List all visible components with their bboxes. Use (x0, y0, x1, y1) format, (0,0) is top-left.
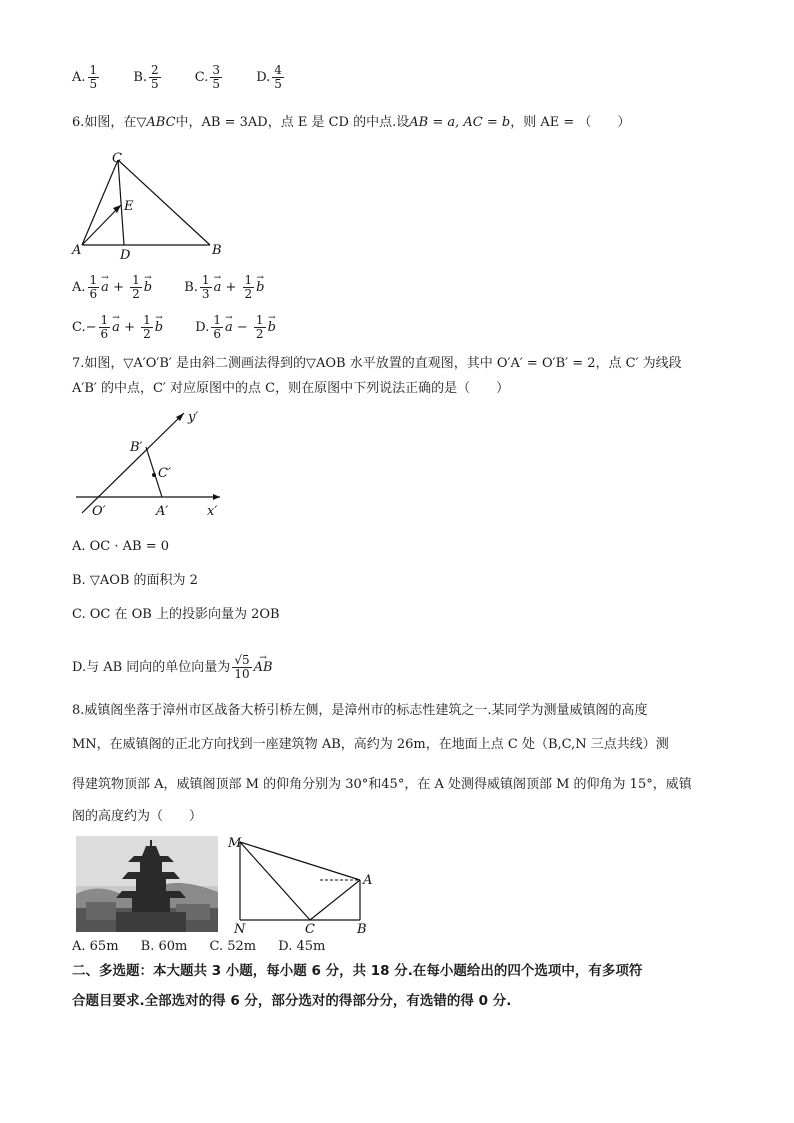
q6-option-d[interactable]: D. $\frac{1}{6}$ → a − $\frac{1}{2}$ → b (195, 314, 276, 341)
label-a: A (72, 243, 82, 258)
edge-ac (82, 160, 118, 245)
q7-oblique-figure (70, 405, 240, 523)
vector-ae (82, 205, 121, 245)
label-a: A (363, 873, 373, 888)
section2-heading-line1: 二、多选题：本大题共 3 小题，每小题 6 分，共 18 分.在每小题给出的四个选项中，有多项符 (72, 963, 643, 979)
label-y-prime: y′ (188, 410, 199, 425)
q6-options-row2 (72, 314, 304, 341)
label-c: C (112, 151, 122, 166)
section2-heading-line2: 合题目要求.全部选对的得 6 分，部分选对的得部分分，有选错的得 0 分. (72, 993, 512, 1009)
label-o-prime: O′ (92, 504, 106, 519)
label-b-prime: B′ (130, 440, 143, 455)
segment-ca (310, 880, 360, 920)
q8-option-a[interactable]: A. 65m (72, 939, 119, 954)
q8-stem-line2: MN，在威镇阁的正北方向找到一座建筑物 AB，高约为 26m，在地面上点 C 处（B,C,N 三点共线）测 (72, 737, 669, 752)
q7-stem-line1: 7.如图，▽A′O′B′ 是由斜二测画法得到的▽AOB 水平放置的直观图，其中 O′A′ = O′B′ = 2，点 C′ 为线段 (72, 356, 682, 371)
label-m: M (228, 836, 242, 851)
q7-stem-line2: A′B′ 的中点，C′ 对应原图中的点 C，则在原图中下列说法正确的是（ ） (72, 381, 510, 396)
q8-option-b[interactable]: B. 60m (140, 939, 188, 954)
label-d: D (120, 248, 131, 262)
label-b: B (357, 922, 367, 934)
label-c: C (305, 922, 315, 934)
label-n: N (234, 922, 246, 934)
q6-option-a[interactable]: A. $\frac{1}{6}$ → a + $\frac{1}{2}$ → b (72, 274, 152, 301)
q7-option-c[interactable]: C. OC 在 OB 上的投影向量为 2OB (72, 607, 280, 622)
q8-option-c[interactable]: C. 52m (209, 939, 257, 954)
q6-options-row1 (72, 274, 292, 301)
x-axis-arrowhead (213, 494, 220, 500)
q8-option-d[interactable]: D. 45m (278, 939, 326, 954)
q6-triangle-figure (70, 150, 230, 262)
q6-option-b[interactable]: B. $\frac{1}{3}$ → a + $\frac{1}{2}$ → b (184, 274, 264, 301)
label-c-prime: C′ (158, 466, 171, 481)
q5-options (72, 64, 314, 91)
q7-option-d[interactable]: D.与 AB 同向的单位向量为 $\frac{√5}{10}$ → AB (72, 654, 273, 681)
pagoda-photo (76, 836, 218, 932)
y-axis (82, 413, 184, 513)
label-e: E (124, 199, 134, 214)
q6-stem: 6.如图，在▽ABC中，AB = 3AD，点 E 是 CD 的中点.设AB = a, AC = b，则 AE = （ ） (72, 115, 631, 130)
label-b: B (212, 243, 222, 258)
q5-option-d[interactable]: D. $\frac{4}{5}$ (256, 63, 282, 91)
q8-options (72, 938, 325, 956)
q5-option-a[interactable]: A. $\frac{1}{5}$ (72, 63, 98, 91)
q5-option-b[interactable]: B. $\frac{2}{5}$ (133, 63, 159, 91)
q8-stem-line4: 阁的高度约为（ ） (72, 809, 203, 824)
q5-option-c[interactable]: C. $\frac{3}{5}$ (194, 63, 221, 91)
q7-option-b[interactable]: B. ▽AOB 的面积为 2 (72, 573, 198, 588)
q8-stem-line3: 得建筑物顶部 A，威镇阁顶部 M 的仰角分别为 30°和45°，在 A 处测得威镇阁顶部 M 的仰角为 15°，威镇 (72, 777, 692, 792)
segment-ma (240, 842, 360, 880)
label-x-prime: x′ (207, 504, 218, 519)
q8-stem-line1: 8.威镇阁坐落于漳州市区战备大桥引桥左侧，是漳州市的标志性建筑之一.某同学为测量威镇阁的高度 (72, 703, 648, 718)
q6-option-c[interactable]: C.− $\frac{1}{6}$ → a + $\frac{1}{2}$ → b (72, 314, 163, 341)
label-a-prime: A′ (156, 504, 169, 519)
q7-option-a[interactable]: A. OC · AB = 0 (72, 539, 170, 554)
q8-geometry-figure (226, 834, 376, 934)
point-c-prime (152, 473, 156, 477)
